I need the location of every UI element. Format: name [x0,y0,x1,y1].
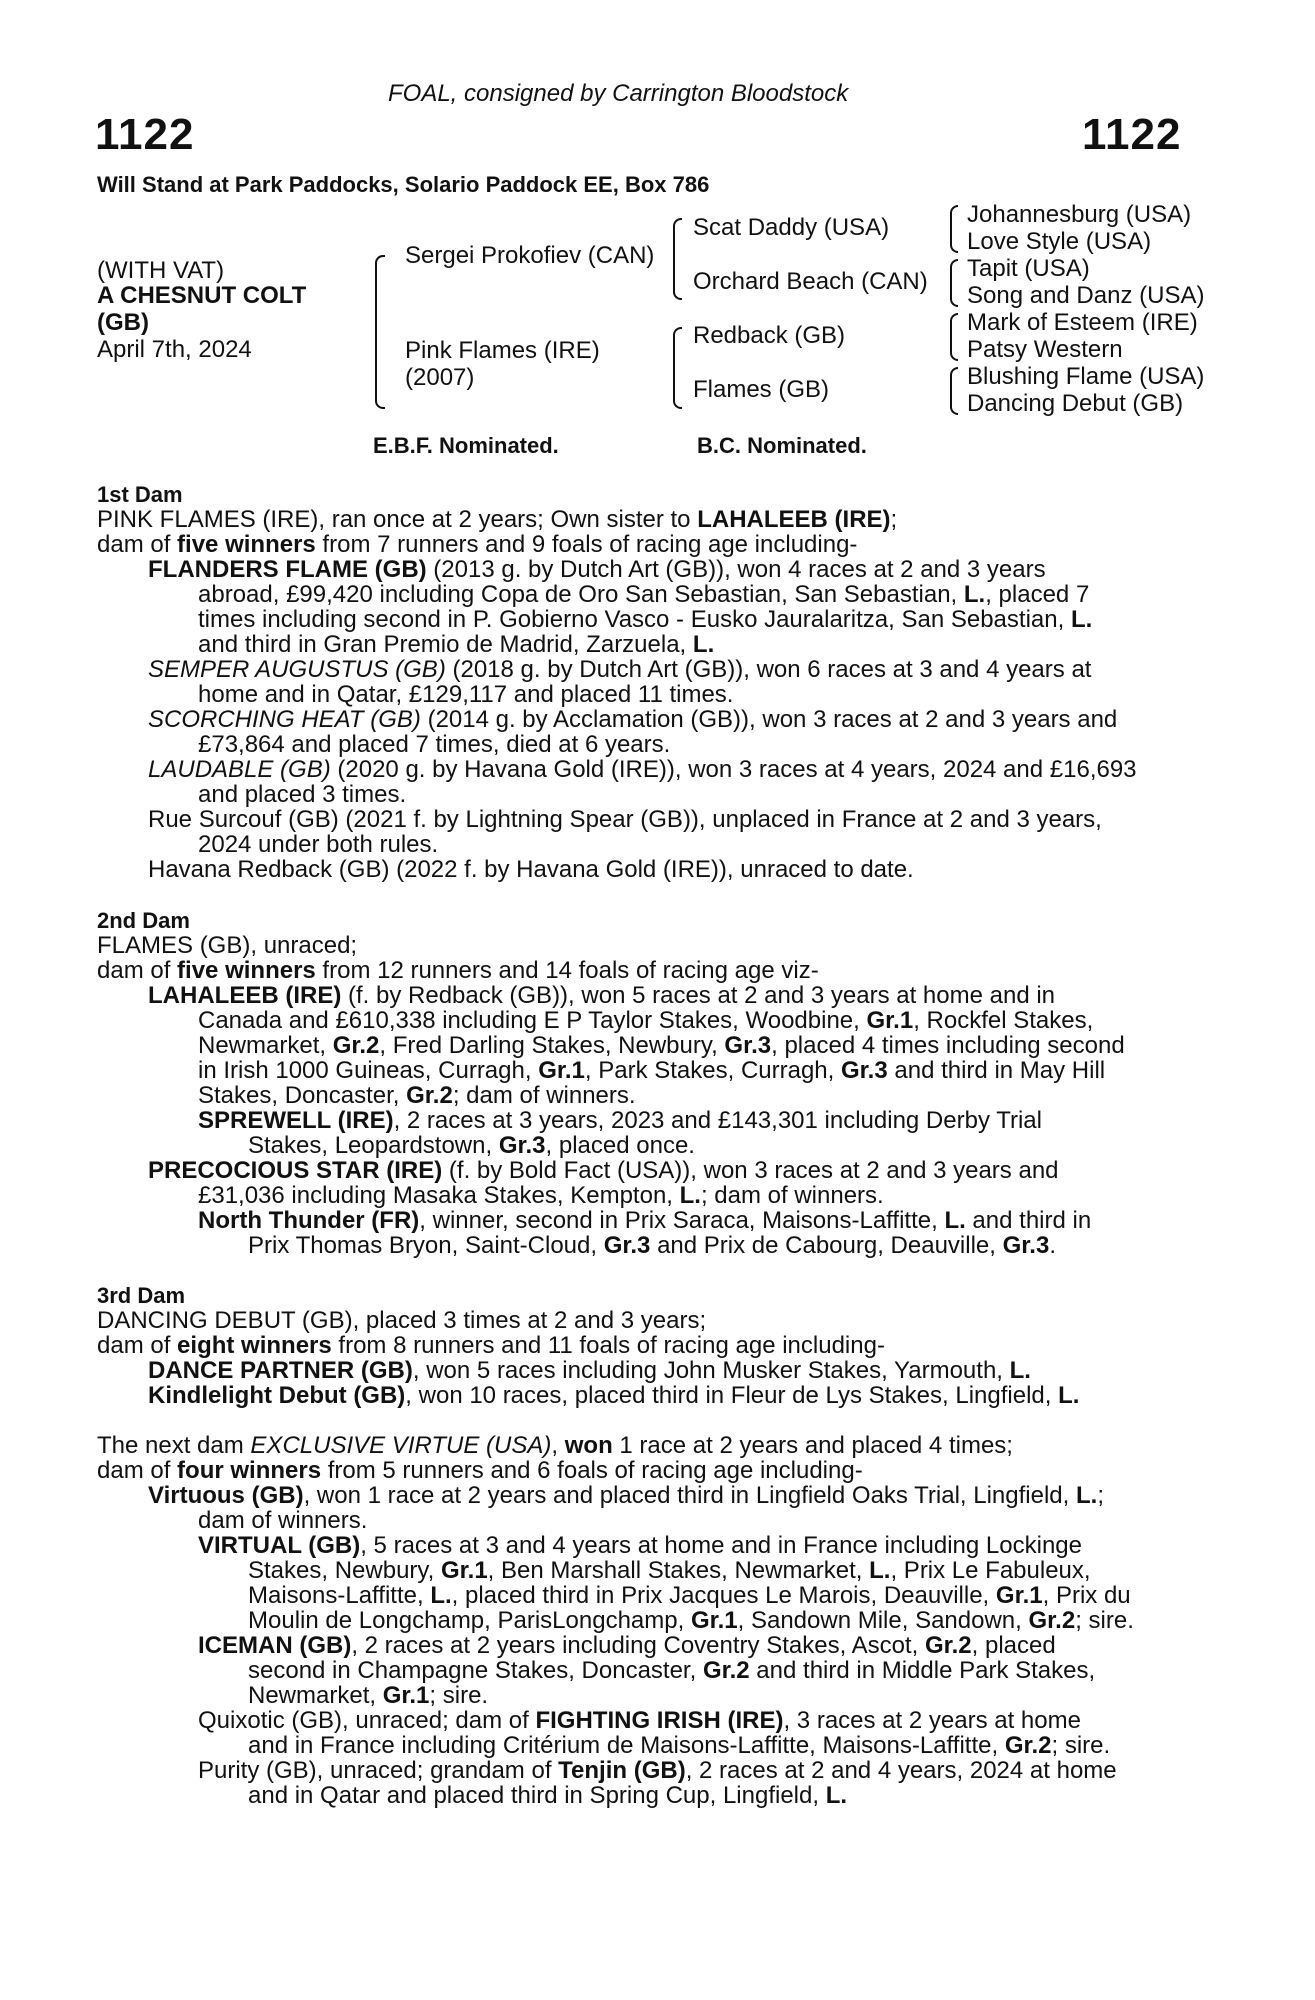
second-dam-line: FLAMES (GB), unraced; [97,932,358,959]
progeny-rue-surcouf-line2: 2024 under both rules. [198,831,439,858]
first-dam-heading: 1st Dam [97,482,183,507]
progeny-virtual: VIRTUAL (GB), 5 races at 3 and 4 years at home and in France including Lockinge [198,1532,1082,1559]
pedigree-sire-sire: Scat Daddy (USA) [693,214,890,241]
pedigree-dam-sire: Redback (GB) [693,322,846,349]
foaling-date: April 7th, 2024 [97,336,252,363]
pedigree-g8: Dancing Debut (GB) [967,390,1184,417]
consignor-line: FOAL, consigned by Carrington Bloodstock [388,80,849,107]
progeny-havana-redback: Havana Redback (GB) (2022 f. by Havana Gold (IRE)), unraced to date. [148,856,914,883]
horse-country: (GB) [97,309,149,336]
progeny-virtuous-line2: dam of winners. [198,1507,368,1534]
pedigree-brace-sire [673,218,682,300]
bc-nomination: B.C. Nominated. [697,433,867,458]
progeny-virtual-line2: Stakes, Newbury, Gr.1, Ben Marshall Stakes, Newmarket, L., Prix Le Fabuleux, [248,1557,1091,1584]
first-dam-produce-summary: dam of five winners from 7 runners and 9 foals of racing age including- [97,531,858,558]
pedigree-brace-dam [673,327,682,409]
pedigree-g3: Tapit (USA) [967,255,1090,282]
pedigree-dam-dam: Flames (GB) [693,376,830,403]
lot-number-left: 1122 [95,110,195,159]
progeny-precocious-star-line2: £31,036 including Masaka Stakes, Kempton, L.; dam of winners. [198,1182,884,1209]
pedigree-brace-g3 [950,313,958,361]
progeny-virtual-line3: Maisons-Laffitte, L., placed third in Prix Jacques Le Marois, Deauville, Gr.1, Prix du [248,1582,1131,1609]
third-dam-line: DANCING DEBUT (GB), placed 3 times at 2 and 3 years; [97,1307,707,1334]
progeny-flanders-flame-line4: and third in Gran Premio de Madrid, Zarzuela, L. [198,631,715,658]
progeny-precocious-star: PRECOCIOUS STAR (IRE) (f. by Bold Fact (USA)), won 3 races at 2 and 3 years and [148,1157,1059,1184]
progeny-lahaleeb-line4: in Irish 1000 Guineas, Curragh, Gr.1, Park Stakes, Curragh, Gr.3 and third in May Hill [198,1057,1106,1084]
pedigree-dam-year: (2007) [405,364,475,391]
progeny-semper-augustus-line2: home and in Qatar, £129,117 and placed 11 times. [198,681,734,708]
progeny-dance-partner: DANCE PARTNER (GB), won 5 races including John Musker Stakes, Yarmouth, L. [148,1357,1031,1384]
progeny-semper-augustus: SEMPER AUGUSTUS (GB) (2018 g. by Dutch Art (GB)), won 6 races at 3 and 4 years at [148,656,1092,683]
pedigree-brace-main [375,255,385,409]
progeny-quixotic: Quixotic (GB), unraced; dam of FIGHTING IRISH (IRE), 3 races at 2 years at home [198,1707,1081,1734]
pedigree-brace-g4 [950,367,958,415]
progeny-flanders-flame-line3: times including second in P. Gobierno Vasco - Eusko Jauralaritza, San Sebastian, L. [198,606,1093,633]
pedigree-g7: Blushing Flame (USA) [967,363,1205,390]
first-dam-line: PINK FLAMES (IRE), ran once at 2 years; Own sister to LAHALEEB (IRE); [97,506,898,533]
progeny-laudable: LAUDABLE (GB) (2020 g. by Havana Gold (IRE)), won 3 races at 4 years, 2024 and £16,693 [148,756,1137,783]
progeny-sprewell: SPREWELL (IRE), 2 races at 3 years, 2023 and £143,301 including Derby Trial [198,1107,1042,1134]
progeny-iceman-line2: second in Champagne Stakes, Doncaster, Gr.2 and third in Middle Park Stakes, [248,1657,1096,1684]
progeny-purity: Purity (GB), unraced; grandam of Tenjin (GB), 2 races at 2 and 4 years, 2024 at home [198,1757,1117,1784]
progeny-laudable-line2: and placed 3 times. [198,781,407,808]
progeny-rue-surcouf: Rue Surcouf (GB) (2021 f. by Lightning Spear (GB)), unplaced in France at 2 and 3 years, [148,806,1102,833]
progeny-purity-line2: and in Qatar and placed third in Spring Cup, Lingfield, L. [248,1782,848,1809]
progeny-quixotic-line2: and in France including Critérium de Maisons-Laffitte, Maisons-Laffitte, Gr.2; sire. [248,1732,1111,1759]
pedigree-dam: Pink Flames (IRE) [405,337,600,364]
third-dam-heading: 3rd Dam [97,1283,186,1308]
progeny-iceman: ICEMAN (GB), 2 races at 2 years including Coventry Stakes, Ascot, Gr.2, placed [198,1632,1056,1659]
second-dam-heading: 2nd Dam [97,908,190,933]
pedigree-sire: Sergei Prokofiev (CAN) [405,242,655,269]
progeny-kindlelight-debut: Kindlelight Debut (GB), won 10 races, placed third in Fleur de Lys Stakes, Lingfield, L. [148,1382,1080,1409]
progeny-lahaleeb-line5: Stakes, Doncaster, Gr.2; dam of winners. [198,1082,636,1109]
progeny-flanders-flame-line2: abroad, £99,420 including Copa de Oro San Sebastian, San Sebastian, L., placed 7 [198,581,1090,608]
progeny-north-thunder-line2: Prix Thomas Bryon, Saint-Cloud, Gr.3 and Prix de Cabourg, Deauville, Gr.3. [248,1232,1056,1259]
progeny-lahaleeb-line2: Canada and £610,338 including E P Taylor Stakes, Woodbine, Gr.1, Rockfel Stakes, [198,1007,1094,1034]
pedigree-g2: Love Style (USA) [967,228,1152,255]
pedigree-g1: Johannesburg (USA) [967,201,1192,228]
horse-description: A CHESNUT COLT [97,282,307,309]
progeny-north-thunder: North Thunder (FR), winner, second in Prix Saraca, Maisons-Laffitte, L. and third in [198,1207,1092,1234]
pedigree-g6: Patsy Western [967,336,1123,363]
progeny-lahaleeb: LAHALEEB (IRE) (f. by Redback (GB)), won 5 races at 2 and 3 years at home and in [148,982,1056,1009]
progeny-flanders-flame: FLANDERS FLAME (GB) (2013 g. by Dutch Art (GB)), won 4 races at 2 and 3 years [148,556,1046,583]
second-dam-produce-summary: dam of five winners from 12 runners and 14 foals of racing age viz- [97,957,819,984]
pedigree-brace-g1 [950,205,958,253]
pedigree-brace-g2 [950,259,958,307]
progeny-lahaleeb-line3: Newmarket, Gr.2, Fred Darling Stakes, Newbury, Gr.3, placed 4 times including second [198,1032,1125,1059]
vat-note: (WITH VAT) [97,257,225,284]
ebf-nomination: E.B.F. Nominated. [373,433,559,458]
pedigree-g5: Mark of Esteem (IRE) [967,309,1198,336]
lot-number-right: 1122 [1082,110,1182,159]
pedigree-g4: Song and Danz (USA) [967,282,1205,309]
third-dam-produce-summary: dam of eight winners from 8 runners and 11 foals of racing age including- [97,1332,885,1359]
progeny-scorching-heat: SCORCHING HEAT (GB) (2014 g. by Acclamation (GB)), won 3 races at 2 and 3 years and [148,706,1118,733]
progeny-sprewell-line2: Stakes, Leopardstown, Gr.3, placed once. [248,1132,695,1159]
stand-location: Will Stand at Park Paddocks, Solario Paddock EE, Box 786 [97,172,710,197]
next-dam-produce-summary: dam of four winners from 5 runners and 6 foals of racing age including- [97,1457,863,1484]
progeny-virtual-line4: Moulin de Longchamp, ParisLongchamp, Gr.1, Sandown Mile, Sandown, Gr.2; sire. [248,1607,1134,1634]
progeny-virtuous: Virtuous (GB), won 1 race at 2 years and placed third in Lingfield Oaks Trial, Lingfield, L.; [148,1482,1104,1509]
progeny-iceman-line3: Newmarket, Gr.1; sire. [248,1682,489,1709]
next-dam-line: The next dam EXCLUSIVE VIRTUE (USA), won 1 race at 2 years and placed 4 times; [97,1432,1013,1459]
progeny-scorching-heat-line2: £73,864 and placed 7 times, died at 6 years. [198,731,671,758]
pedigree-sire-dam: Orchard Beach (CAN) [693,268,928,295]
